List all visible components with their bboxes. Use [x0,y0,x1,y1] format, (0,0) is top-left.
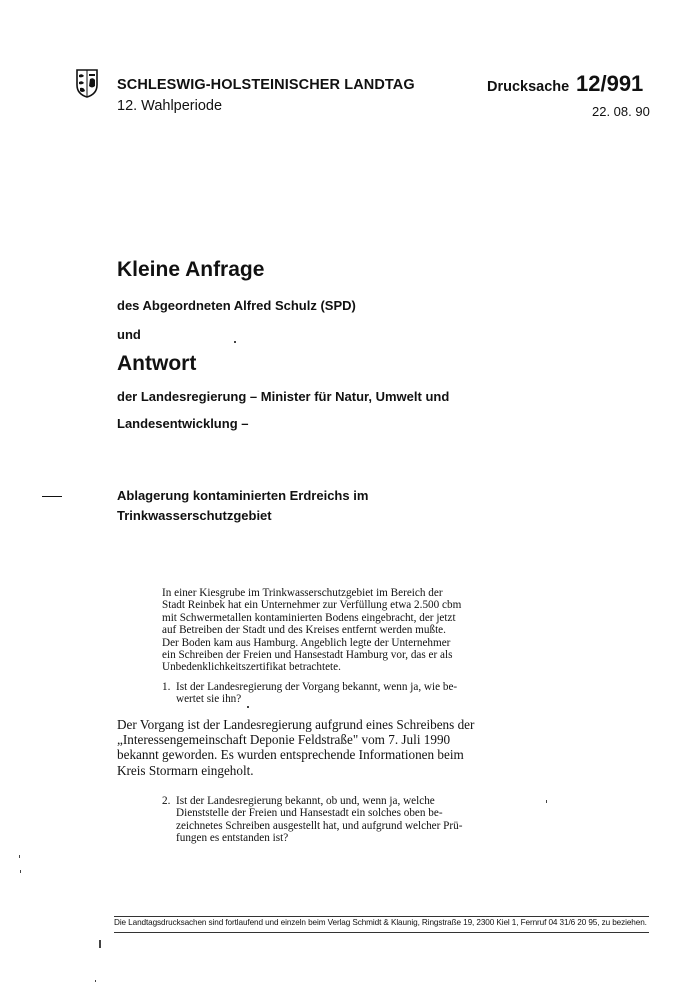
question-2-line: zeichnetes Schreiben ausgestellt hat, und aufgrund welcher Prü- [176,819,463,832]
intro-line: Der Boden kam aus Hamburg. Angeblich legte der Unternehmer [162,636,451,649]
document-number: 12/991 [576,71,644,96]
author-line: des Abgeordneten Alfred Schulz (SPD) [117,298,356,313]
answer-1-line: „Interessengemeinschaft Deponie Feldstraße" vom 7. Juli 1990 [117,732,451,748]
question-2-line: Ist der Landesregierung bekannt, ob und, wenn ja, welche [176,795,435,807]
question-2-number: 2. [162,795,171,807]
question-2-line: Dienststelle der Freien und Hansestadt ein solches oben be- [176,807,443,820]
scan-speck [19,855,20,858]
footer-note: Die Landtagsdrucksachen sind fortlaufend und einzeln beim Verlag Schmidt & Klaunig, Ringstraße 19, 2300 Kiel 1, Fernruf 04 31/6 20 95, zu beziehen. [114,918,647,927]
question-1-number: 1. [162,681,171,693]
intro-line: auf Betreiben der Stadt und des Kreises entfernt werden mußte. [162,624,446,637]
intro-line: In einer Kiesgrube im Trinkwasserschutzgebiet im Bereich der [162,587,443,599]
margin-dash [42,496,62,497]
question-2 [162,795,480,845]
intro-paragraph [162,587,480,674]
intro-line: Unbedenklichkeitszertifikat betrachtete. [162,661,341,674]
document-title: Kleine Anfrage [117,258,265,281]
scan-speck [20,870,21,873]
question-1 [162,681,480,706]
respondent-line-1: der Landesregierung – Minister für Natur, Umwelt und [117,389,450,404]
legislative-period: 12. Wahlperiode [117,98,223,114]
question-1-line: wertet sie ihn? [176,693,242,706]
subject-line-2: Trinkwasserschutzgebiet [117,508,272,523]
intro-line: mit Schwermetallen kontaminierten Bodens eingebracht, der jetzt [162,611,456,624]
answer-1-line: Kreis Stormarn eingeholt. [117,762,254,778]
respondent-line-2: Landesentwicklung – [117,416,249,431]
scan-speck [99,940,101,948]
parliament-name: SCHLESWIG-HOLSTEINISCHER LANDTAG [117,77,415,93]
document-date: 22. 08. 90 [592,104,650,119]
scan-speck [546,800,547,803]
scan-speck [234,341,236,343]
document-subtitle: Antwort [117,352,197,375]
scan-speck [247,706,249,708]
footer-rule-top [114,916,649,917]
question-2-line: fungen es entstanden ist? [176,832,289,845]
answer-1-line: bekannt geworden. Es wurden entsprechende Informationen beim [117,747,464,763]
coat-of-arms-icon [76,68,98,98]
footer-rule-bottom [114,932,649,933]
intro-line: Stadt Reinbek hat ein Unternehmer zur Verfüllung etwa 2.500 cbm [162,599,462,612]
subject [117,486,437,526]
answer-1-line: Der Vorgang ist der Landesregierung aufgrund eines Schreibens der [117,717,475,732]
intro-line: ein Schreiben der Freien und Hansestadt Hamburg vor, das er als [162,649,453,662]
subject-line-1: Ablagerung kontaminierten Erdreichs im [117,488,369,503]
answer-1 [117,717,477,778]
conjunction: und [117,327,141,342]
document-label: Drucksache [487,79,570,95]
question-1-line: Ist der Landesregierung der Vorgang bekannt, wenn ja, wie be- [176,681,458,693]
scan-speck [95,980,96,982]
